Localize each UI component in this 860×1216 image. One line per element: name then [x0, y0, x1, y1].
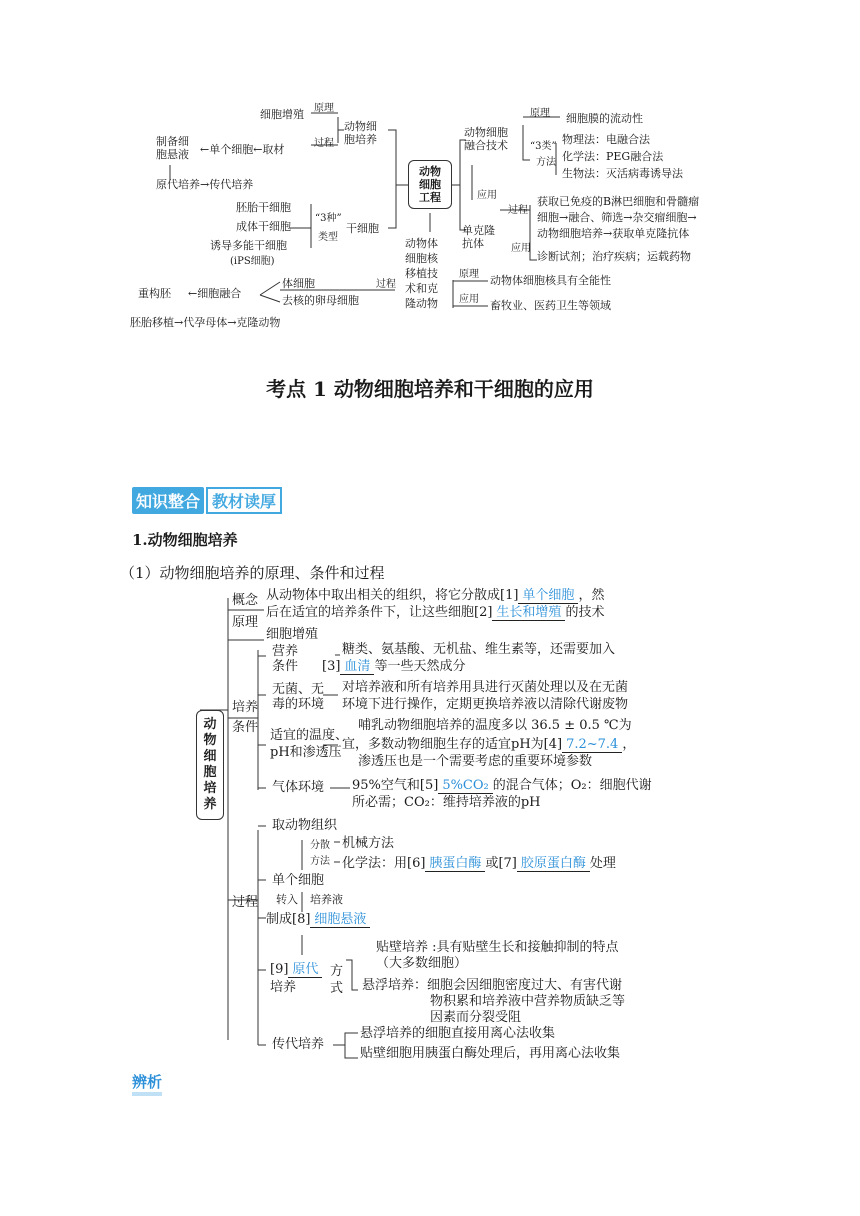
text-primary-culture: [9] 原代: [270, 962, 322, 977]
text-enucleated-oocyte: 去核的卵母细胞: [282, 294, 359, 307]
text-nutrition-1: 糖类、氨基酸、无机盐、维生素等，还需要加入: [342, 642, 616, 657]
node-root-culture: 动 物 细 胞 培 养: [196, 710, 224, 820]
text-nt-application: 畜牧业、医药卫生等领域: [490, 299, 611, 312]
label-three-kinds: “3种”: [315, 213, 342, 224]
text-culture-word: 培养: [270, 980, 297, 995]
label-prepare-suspension: 制备细 胞悬液: [156, 135, 189, 161]
text-temp-3: 渗透压也是一个需要考虑的重要环境参数: [358, 754, 593, 769]
label-process2: 过程: [232, 895, 259, 910]
text-sterile-2: 环境下进行操作，定期更换培养液以清除代谢废物: [342, 697, 629, 712]
label-nutrition: 营养 条件: [272, 644, 299, 674]
text-passage-1: 悬浮培养的细胞直接用离心法收集: [360, 1026, 556, 1041]
text-mab-application: 诊断试剂；治疗疾病；运载药物: [537, 250, 691, 263]
text-mab-process-3: 动物细胞培养→获取单克隆抗体: [537, 227, 690, 240]
label-principle: 原理: [314, 103, 334, 114]
subsection-heading: （1）动物细胞培养的原理、条件和过程: [120, 564, 385, 582]
label-three-classes: “3类”: [530, 141, 557, 152]
label-mode: 方 式: [330, 964, 344, 996]
label-embryonic-stem-cell: 胚胎干细胞: [236, 201, 291, 214]
blank-1[interactable]: 单个细胞: [518, 588, 578, 604]
text-nt-principle: 动物体细胞核具有全能性: [490, 274, 611, 287]
text-physical-method: 物理法：电融合法: [562, 133, 650, 146]
label-process: 过程: [314, 138, 334, 149]
text-reconstructed-embryo: 重构胚: [138, 287, 171, 300]
label-adult-stem-cell: 成体干细胞: [236, 220, 291, 233]
text-suspension-3: 因素而分裂受阻: [430, 1010, 522, 1025]
text-mab-process-1: 获取已免疫的B淋巴细胞和骨髓瘤: [537, 195, 700, 208]
node-animal-cell-culture: 动物细 胞培养: [344, 120, 377, 146]
label-sterile: 无菌、无 毒的环境: [272, 682, 325, 712]
label-mab-application: 应用: [511, 243, 531, 254]
blank-5[interactable]: 5%CO₂: [438, 778, 492, 794]
page-title: 考点 1 动物细胞培养和干细胞的应用: [266, 377, 594, 401]
concept-line-1: 从动物体中取出相关的组织，将它分散成[1] 单个细胞 ，然: [266, 588, 605, 603]
label-transfer: 转入: [276, 893, 298, 906]
text-somatic-cell: 体细胞: [282, 277, 315, 290]
node-cell-fusion: 动物细胞 融合技术: [464, 126, 508, 152]
text-temp-2: 宜，多数动物细胞生存的适宜pH为[4] 7.2~7.4 ，: [342, 737, 636, 752]
blank-9[interactable]: 原代: [288, 962, 322, 978]
text-suspension-1: 悬浮培养：细胞会因细胞密度过大、有害代谢: [362, 978, 623, 993]
label-ips-abbr: (iPS细胞): [230, 256, 275, 267]
label-type: 类型: [318, 232, 338, 243]
label-principle2: 原理: [232, 615, 259, 630]
text-nutrition-2: [3] 血清 等一些天然成分: [322, 659, 466, 674]
label-application-arrow: 应用: [477, 190, 497, 201]
node-monoclonal-antibody: 单克隆 抗体: [462, 224, 495, 250]
blank-8[interactable]: 细胞悬液: [310, 912, 370, 928]
blank-3[interactable]: 血清: [340, 659, 374, 675]
text-single-cell: 单个细胞: [272, 873, 325, 888]
label-nt-application: 应用: [459, 294, 479, 305]
text-sterile-1: 对培养液和所有培养用具进行灭菌处理以及在无菌: [342, 680, 629, 695]
node-stem-cell: 干细胞: [346, 222, 379, 235]
text-gas-2: 所必需；CO₂：维持培养液的pH: [352, 795, 541, 810]
text-membrane-fluidity: 细胞膜的流动性: [566, 112, 643, 125]
label-fusion-principle: 原理: [530, 108, 550, 119]
label-dispersion-method: 分散 方法: [310, 840, 330, 867]
text-make-suspension: 制成[8] 细胞悬液: [266, 912, 370, 927]
text-biological-method: 生物法：灭活病毒诱导法: [562, 167, 683, 180]
text-passage-culture: 传代培养: [272, 1037, 325, 1052]
text-suspension-2: 物积累和培养液中营养物质缺乏等: [430, 994, 626, 1009]
node-animal-cell-engineering: 动物 细胞 工程: [408, 160, 452, 209]
label-cell-proliferation: 细胞增殖: [260, 108, 304, 121]
text-temp-1: 哺乳动物细胞培养的温度多以 36.5 ± 0.5 ℃为: [358, 718, 632, 733]
label-method: 方法: [536, 157, 556, 168]
label-analysis: 辨析: [132, 1071, 162, 1096]
text-chemical: 化学法：用[6] 胰蛋白酶 或[7] 胶原蛋白酶 处理: [342, 856, 616, 871]
text-embryo-transfer-chain: 胚胎移植→代孕母体→克隆动物: [130, 316, 281, 329]
text-principle2: 细胞增殖: [266, 627, 319, 642]
label-mab-process: 过程: [508, 205, 528, 216]
blank-6[interactable]: 胰蛋白酶: [425, 856, 485, 872]
label-single-cell-chain: ←单个细胞←取材: [200, 143, 285, 156]
label-medium: 培养液: [310, 893, 343, 906]
text-adherent: 贴壁培养 :具有贴壁生长和接触抑制的特点: [376, 940, 619, 955]
text-gas-1: 95%空气和[5] 5%CO₂ 的混合气体；O₂：细胞代谢: [352, 778, 652, 793]
label-nt-process: 过程: [376, 279, 396, 290]
concept-line-2: 后在适宜的培养条件下，让这些细胞[2] 生长和增殖 的技术: [266, 605, 605, 620]
label-condition: 条件: [232, 720, 259, 735]
label-ips-cell: 诱导多能干细胞: [210, 239, 287, 252]
text-cell-fusion: ←细胞融合: [188, 287, 242, 300]
label-temp-ph: 适宜的温度、 pH和渗透压: [270, 728, 349, 760]
label-primary-to-passage: 原代培养→传代培养: [156, 178, 254, 191]
text-mechanical: 机械方法: [342, 836, 395, 851]
blank-4[interactable]: 7.2~7.4: [562, 737, 622, 753]
section-badges: [132, 487, 282, 514]
text-passage-2: 贴壁细胞用胰蛋白酶处理后，再用离心法收集: [360, 1046, 621, 1061]
section-heading: 1.动物细胞培养: [132, 531, 238, 549]
label-culture: 培养: [232, 700, 259, 715]
text-mab-process-2: 细胞→融合、筛选→杂交瘤细胞→: [537, 211, 697, 224]
text-chemical-method: 化学法：PEG融合法: [562, 150, 664, 163]
blank-7[interactable]: 胶原蛋白酶: [517, 856, 590, 872]
label-nt-principle: 原理: [459, 269, 479, 280]
badge-knowledge: 知识整合: [132, 487, 204, 514]
blank-2[interactable]: 生长和增殖: [492, 605, 565, 621]
text-adherent-2: （大多数细胞）: [376, 956, 468, 971]
label-concept: 概念: [232, 593, 259, 608]
badge-textbook: 教材读厚: [206, 487, 282, 514]
label-gas: 气体环境: [272, 780, 325, 795]
node-nuclear-transfer: 动物体 细胞核 移植技 术和克 隆动物: [405, 237, 438, 310]
text-take-tissue: 取动物组织: [272, 818, 338, 833]
